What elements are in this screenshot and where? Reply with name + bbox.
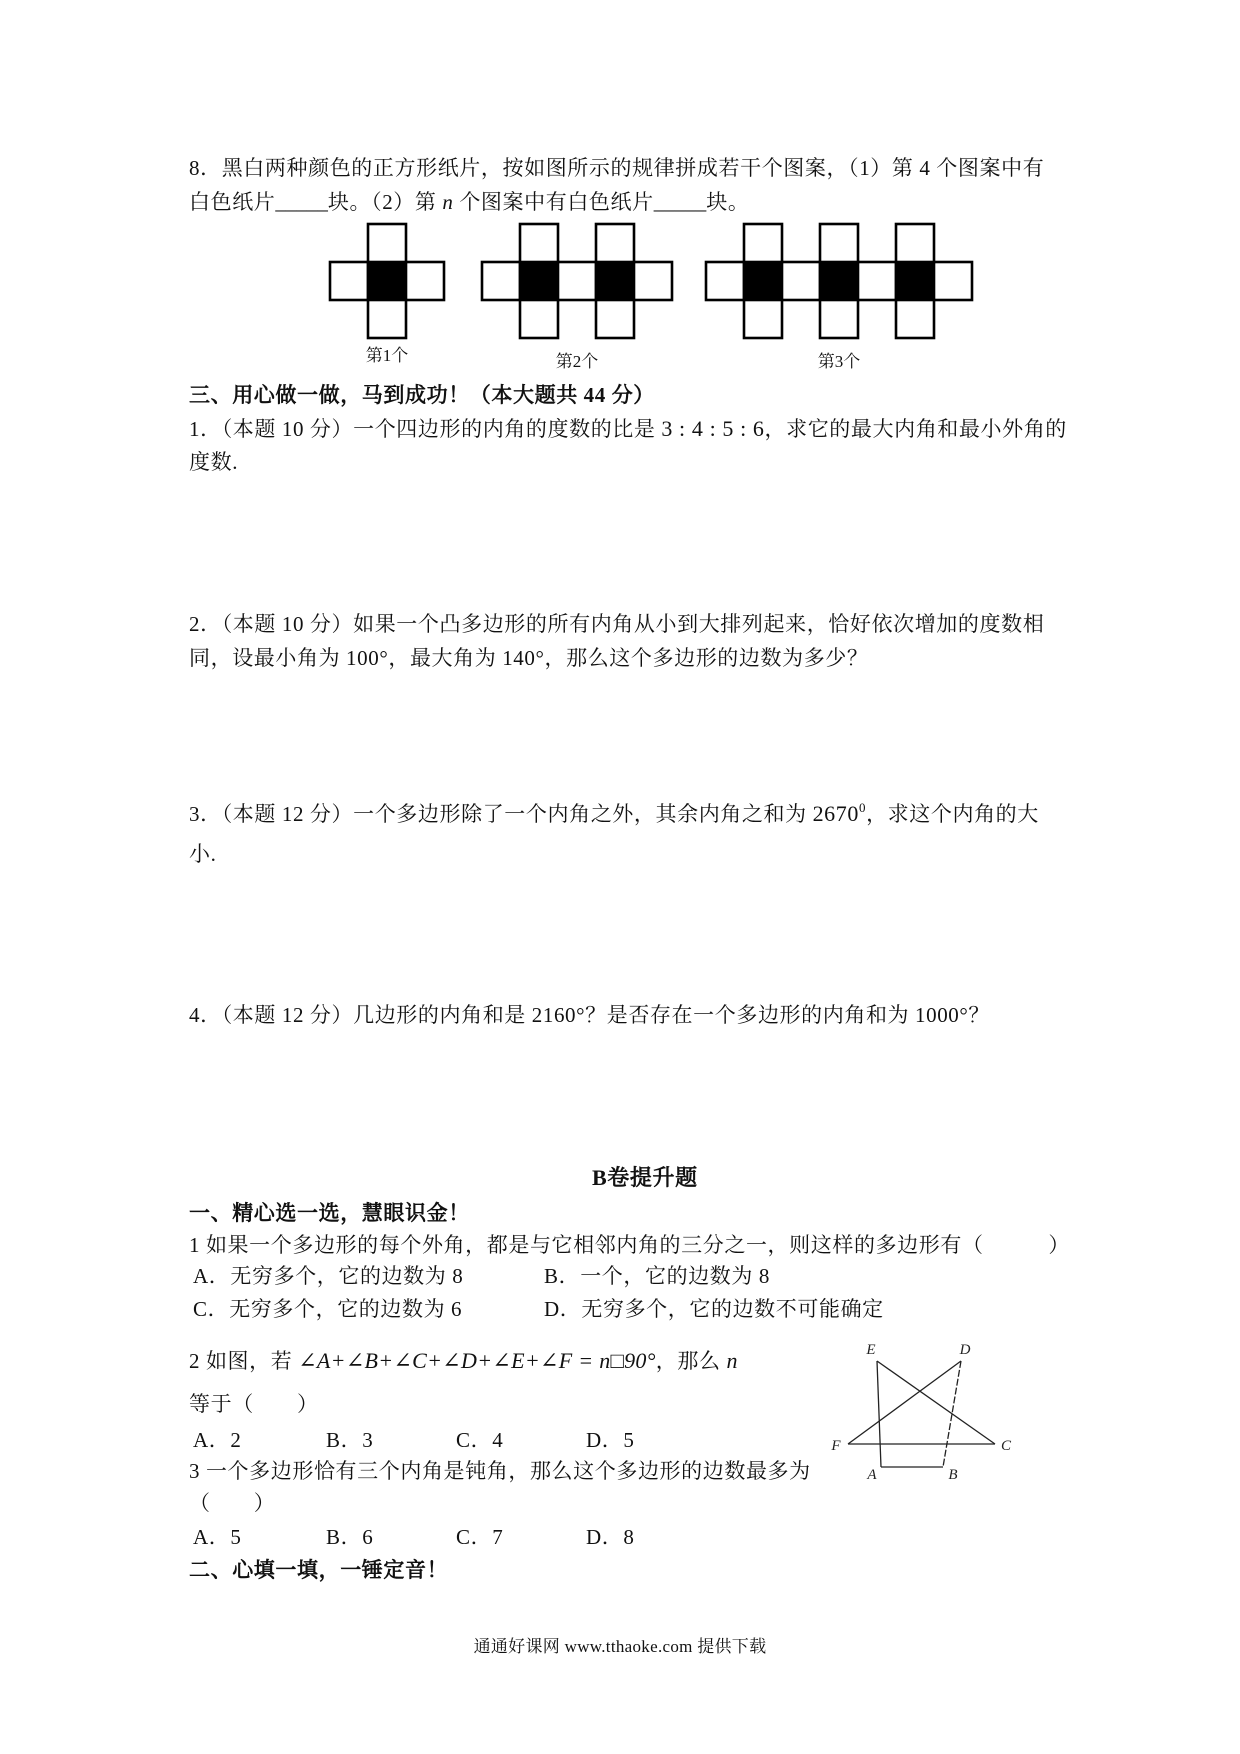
mc1-option-a: A．无穷多个，它的边数为 8 — [193, 1264, 464, 1288]
segment-ec — [877, 1361, 995, 1444]
black-square — [368, 262, 406, 300]
white-square — [706, 262, 744, 300]
white-square — [330, 262, 368, 300]
geometry-figure — [820, 1330, 1020, 1490]
mc1-option-c: C．无穷多个，它的边数为 6 — [193, 1297, 463, 1321]
problem2-line1: 2．（本题 10 分）如果一个凸多边形的所有内角从小到大排列起来，恰好依次增加的度数相 — [189, 612, 1045, 636]
segment-ea — [877, 1361, 881, 1467]
pattern-grid-1 — [328, 222, 446, 340]
pattern-caption-2: 第2个 — [555, 352, 599, 371]
white-square — [482, 262, 520, 300]
mc1-stem: 1 如果一个多边形的每个外角，都是与它相邻内角的三分之一，则这样的多边形有（ ） — [189, 1233, 1070, 1257]
white-square — [744, 300, 782, 338]
white-square — [634, 262, 672, 300]
variable-n: n — [442, 190, 454, 214]
answer-blank-2: _____ — [653, 190, 707, 214]
q8-text: 块。（2）第 — [327, 190, 443, 214]
problem3-line2: 小. — [189, 842, 217, 866]
mc3-line2: （ ） — [189, 1491, 276, 1515]
label-c: C — [1000, 1438, 1012, 1454]
problem3-text: ，求这个内角的大 — [866, 802, 1039, 826]
black-square — [520, 262, 558, 300]
mc2-text: ，那么 — [655, 1349, 727, 1373]
ratio: 3 : 4 : 5 : 6 — [661, 416, 765, 441]
mc2-stem — [189, 1349, 738, 1373]
label-d: D — [959, 1342, 971, 1358]
white-square — [368, 300, 406, 338]
angle-sum-number: 2670 — [812, 801, 859, 826]
label-b: B — [948, 1467, 958, 1483]
pattern-grid-3 — [704, 222, 974, 340]
label-f: F — [831, 1438, 841, 1454]
mc3-option-c: C．7 — [456, 1525, 504, 1549]
pattern-grid-2 — [480, 222, 674, 340]
mc3-option-b: B．6 — [326, 1525, 374, 1549]
answer-blank-1: _____ — [275, 190, 328, 214]
black-square — [820, 262, 858, 300]
partB-title: B卷提升题 — [592, 1165, 698, 1190]
problem3-line1 — [189, 796, 1039, 826]
pattern-caption-3: 第3个 — [817, 352, 861, 371]
q8-text: 块。 — [706, 190, 750, 214]
label-a: A — [867, 1467, 877, 1483]
label-e: E — [866, 1342, 876, 1358]
partB-heading1: 一、精心选一选，慧眼识金！ — [189, 1201, 470, 1225]
problem1-line2: 度数. — [189, 450, 239, 474]
white-square — [858, 262, 896, 300]
q8-line2 — [189, 190, 749, 214]
mc3-option-d: D．8 — [586, 1525, 635, 1549]
black-square — [596, 262, 634, 300]
white-square — [896, 300, 934, 338]
white-square — [520, 300, 558, 338]
q8-text: 个图案中有白色纸片 — [453, 190, 654, 214]
problem1-text: 1．（本题 10 分）一个四边形的内角的度数的比是 — [189, 417, 662, 441]
mc2-line2: 等于（ ） — [189, 1392, 319, 1416]
problem1-line1 — [189, 417, 1067, 441]
segment-df — [848, 1361, 961, 1444]
mc2-option-b: B．3 — [326, 1428, 374, 1452]
white-square — [820, 300, 858, 338]
pattern-figure-3 — [704, 222, 974, 372]
white-square — [368, 224, 406, 262]
mc2-option-a: A．2 — [193, 1428, 242, 1452]
white-square — [596, 300, 634, 338]
mc1-option-b: B．一个，它的边数为 8 — [544, 1264, 770, 1288]
angle-sum-value — [813, 801, 867, 826]
pattern-figure-2 — [480, 222, 674, 372]
mc3-stem: 3 一个多边形恰有三个内角是钝角，那么这个多边形的边数最多为 — [189, 1459, 811, 1483]
angle-sum-expression: ∠A+∠B+∠C+∠D+∠E+∠F = n□90° — [298, 1348, 656, 1373]
pattern-caption-1: 第1个 — [365, 346, 409, 365]
mc3-option-a: A．5 — [193, 1525, 242, 1549]
problem3-text: 3．（本题 12 分）一个多边形除了一个内角之外，其余内角之和为 — [189, 802, 813, 826]
problem4-line1: 4．（本题 12 分）几边形的内角和是 2160°？是否存在一个多边形的内角和为 1000°？ — [189, 1003, 990, 1027]
section3-heading: 三、用心做一做，马到成功！（本大题共 44 分） — [189, 383, 655, 407]
page-footer: 通通好课网 www.tthaoke.com 提供下载 — [473, 1637, 767, 1656]
mc2-option-d: D．5 — [586, 1428, 635, 1452]
q8-line1: 8．黑白两种颜色的正方形纸片，按如图所示的规律拼成若干个图案，（1）第 4 个图案中有 — [189, 156, 1045, 180]
problem1-text: ，求它的最大内角和最小外角的 — [764, 417, 1067, 441]
white-square — [934, 262, 972, 300]
white-square — [596, 224, 634, 262]
pattern-figure-1 — [328, 222, 446, 366]
black-square — [744, 262, 782, 300]
white-square — [406, 262, 444, 300]
mc2-text: 2 如图，若 — [189, 1349, 299, 1373]
degree-superscript: 0 — [858, 800, 867, 815]
problem2-line2: 同，设最小角为 100°，最大角为 140°，那么这个多边形的边数为多少？ — [189, 646, 869, 670]
white-square — [896, 224, 934, 262]
variable-n: n — [726, 1348, 739, 1373]
black-square — [896, 262, 934, 300]
q8-text: 白色纸片 — [189, 190, 276, 214]
white-square — [520, 224, 558, 262]
mc2-option-c: C．4 — [456, 1428, 504, 1452]
white-square — [558, 262, 596, 300]
partB-heading2: 二、心填一填，一锤定音！ — [189, 1558, 449, 1582]
white-square — [820, 224, 858, 262]
white-square — [744, 224, 782, 262]
white-square — [782, 262, 820, 300]
mc1-option-d: D．无穷多个，它的边数不可能确定 — [544, 1297, 884, 1321]
